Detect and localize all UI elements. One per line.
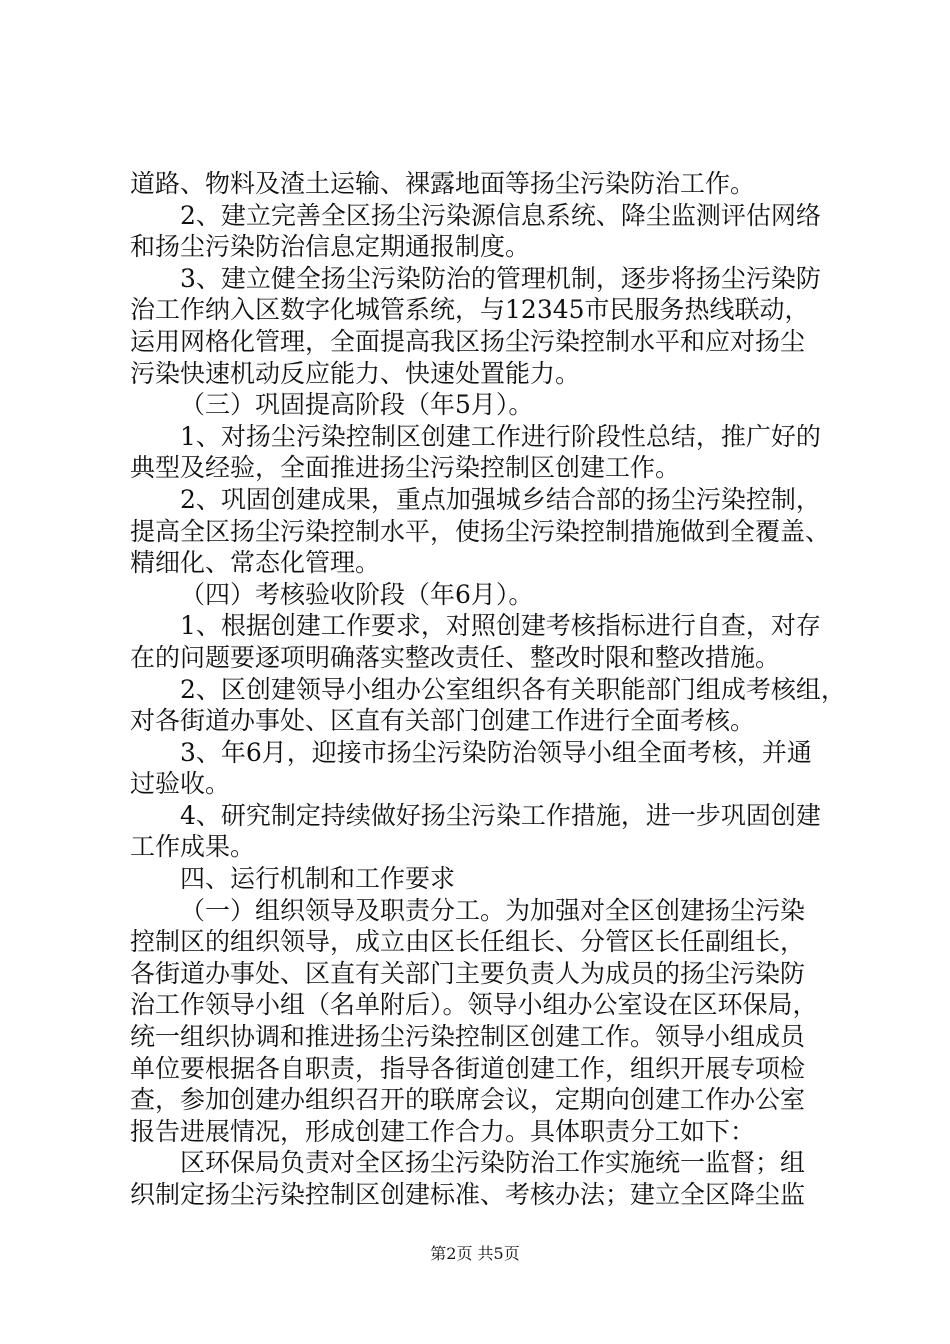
text-line: 4、研究制定持续做好扬尘污染工作措施，进一步巩固创建 — [180, 800, 821, 830]
text-line: 提高全区扬尘污染控制水平，使扬尘污染控制措施做到全覆盖、 — [130, 516, 831, 546]
text-line: 各街道办事处、区直有关部门主要负责人为成员的扬尘污染防 — [130, 958, 806, 988]
text-line: 单位要根据各自职责，指导各街道创建工作，组织开展专项检 — [130, 1053, 806, 1083]
text-line: 污染快速机动反应能力、快速处置能力。 — [130, 358, 581, 388]
text-line: 织制定扬尘污染控制区创建标准、考核办法；建立全区降尘监 — [130, 1180, 806, 1209]
text-line: 2、巩固创建成果，重点加强城乡结合部的扬尘污染控制， — [180, 484, 821, 514]
text-line: 在的问题要逐项明确落实整改责任、整改时限和整改措施。 — [130, 642, 781, 672]
document-body — [130, 168, 850, 1211]
text-line: 2、区创建领导小组办公室组织各有关职能部门组成考核组， — [180, 674, 846, 704]
text-line: 查，参加创建办组织召开的联席会议，定期向创建工作办公室 — [130, 1085, 806, 1115]
page-footer: 第2页 共5页 — [430, 1244, 520, 1263]
text-line: 报告进展情况，形成创建工作合力。具体职责分工如下： — [130, 1116, 756, 1146]
text-line: 典型及经验，全面推进扬尘污染控制区创建工作。 — [130, 453, 681, 483]
text-line: 精细化、常态化管理。 — [130, 548, 381, 578]
text-line: 统一组织协调和推进扬尘污染控制区创建工作。领导小组成员 — [130, 1022, 806, 1052]
text-line: 1、对扬尘污染控制区创建工作进行阶段性总结，推广好的 — [180, 421, 821, 451]
text-line: 道路、物料及渣土运输、裸露地面等扬尘污染防治工作。 — [130, 169, 756, 198]
text-line: 治工作领导小组（名单附后）。领导小组办公室设在区环保局， — [130, 990, 818, 1020]
text-line: 过验收。 — [130, 769, 231, 799]
text-line: 区环保局负责对全区扬尘污染防治工作实施统一监督；组 — [180, 1148, 806, 1178]
text-line: 和扬尘污染防治信息定期通报制度。 — [130, 232, 531, 262]
text-line: 控制区的组织领导，成立由区长任组长、分管区长任副组长， — [130, 927, 806, 957]
text-line: （一）组织领导及职责分工。为加强对全区创建扬尘污染 — [180, 895, 806, 925]
text-line: 3、年6月，迎接市扬尘污染防治领导小组全面考核，并通 — [180, 737, 812, 767]
text-line: 运用网格化管理，全面提高我区扬尘污染控制水平和应对扬尘 — [130, 326, 806, 356]
text-line: 工作成果。 — [130, 832, 256, 862]
text-line: 3、建立健全扬尘污染防治的管理机制，逐步将扬尘污染防 — [180, 263, 821, 293]
text-line: （三）巩固提高阶段（年5月）。 — [180, 390, 534, 420]
text-line: （四）考核验收阶段（年6月）。 — [180, 579, 534, 609]
text-line: 2、建立完善全区扬尘污染源信息系统、降尘监测评估网络 — [180, 200, 821, 230]
text-line: 对各街道办事处、区直有关部门创建工作进行全面考核。 — [130, 706, 756, 736]
text-line: 1、根据创建工作要求，对照创建考核指标进行自查，对存 — [180, 611, 821, 641]
text-line: 四、运行机制和工作要求 — [180, 864, 456, 894]
text-line: 治工作纳入区数字化城管系统，与12345市民服务热线联动， — [130, 295, 810, 325]
